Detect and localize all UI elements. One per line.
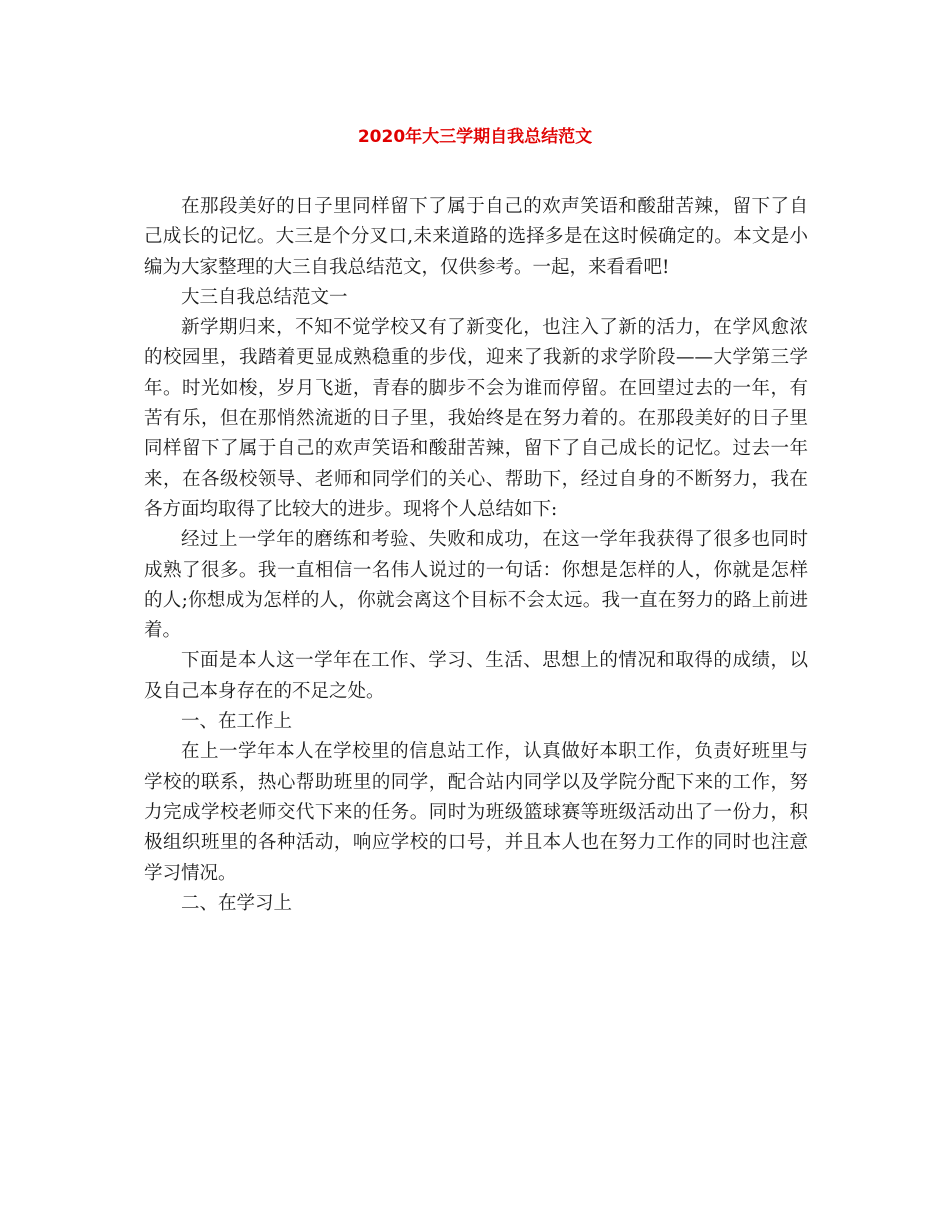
paragraph-intro: 在那段美好的日子里同样留下了属于自己的欢声笑语和酸甜苦辣，留下了自己成长的记忆。大三是个分叉口,未来道路的选择多是在这时候确定的。本文是小编为大家整理的大三自我总结范文，仅供参考。一起，来看看吧!: [144, 196, 808, 278]
section-heading-sample-one: 大三自我总结范文一: [181, 286, 348, 308]
paragraph-experience: 经过上一学年的磨练和考验、失败和成功，在这一学年我获得了很多也同时成熟了很多。我一直相信一名伟人说过的一句话：你想是怎样的人，你就是怎样的人;你想成为怎样的人，你就会离这个目标不会太远。我一直在努力的路上前进着。: [144, 529, 808, 642]
paragraph-new-semester: 新学期归来，不知不觉学校又有了新变化，也注入了新的活力，在学风愈浓的校园里，我踏着更显成熟稳重的步伐，迎来了我新的求学阶段——大学第三学年。时光如梭，岁月飞逝，青春的脚步不会为谁而停留。在回望过去的一年，有苦有乐，但在那悄然流逝的日子里，我始终是在努力着的。在那段美好的日子里同样留下了属于自己的欢声笑语和酸甜苦辣，留下了自己成长的记忆。过去一年来，在各级校领导、老师和同学们的关心、帮助下，经过自身的不断努力，我在各方面均取得了比较大的进步。现将个人总结如下:: [144, 317, 808, 520]
paragraph-work: 在上一学年本人在学校里的信息站工作，认真做好本职工作，负责好班里与学校的联系，热心帮助班里的同学，配合站内同学以及学院分配下来的工作，努力完成学校老师交代下来的任务。同时为班级篮球赛等班级活动出了一份力，积极组织班里的各种活动，响应学校的口号，并且本人也在努力工作的同时也注意学习情况。: [144, 741, 808, 884]
document-body: [144, 192, 808, 919]
paragraph-overview: 下面是本人这一学年在工作、学习、生活、思想上的情况和取得的成绩，以及自己本身存在的不足之处。: [144, 650, 808, 702]
document-title: 2020年大三学期自我总结范文: [357, 127, 593, 147]
section-heading-study: 二、在学习上: [181, 892, 293, 914]
section-heading-work: 一、在工作上: [181, 711, 293, 733]
